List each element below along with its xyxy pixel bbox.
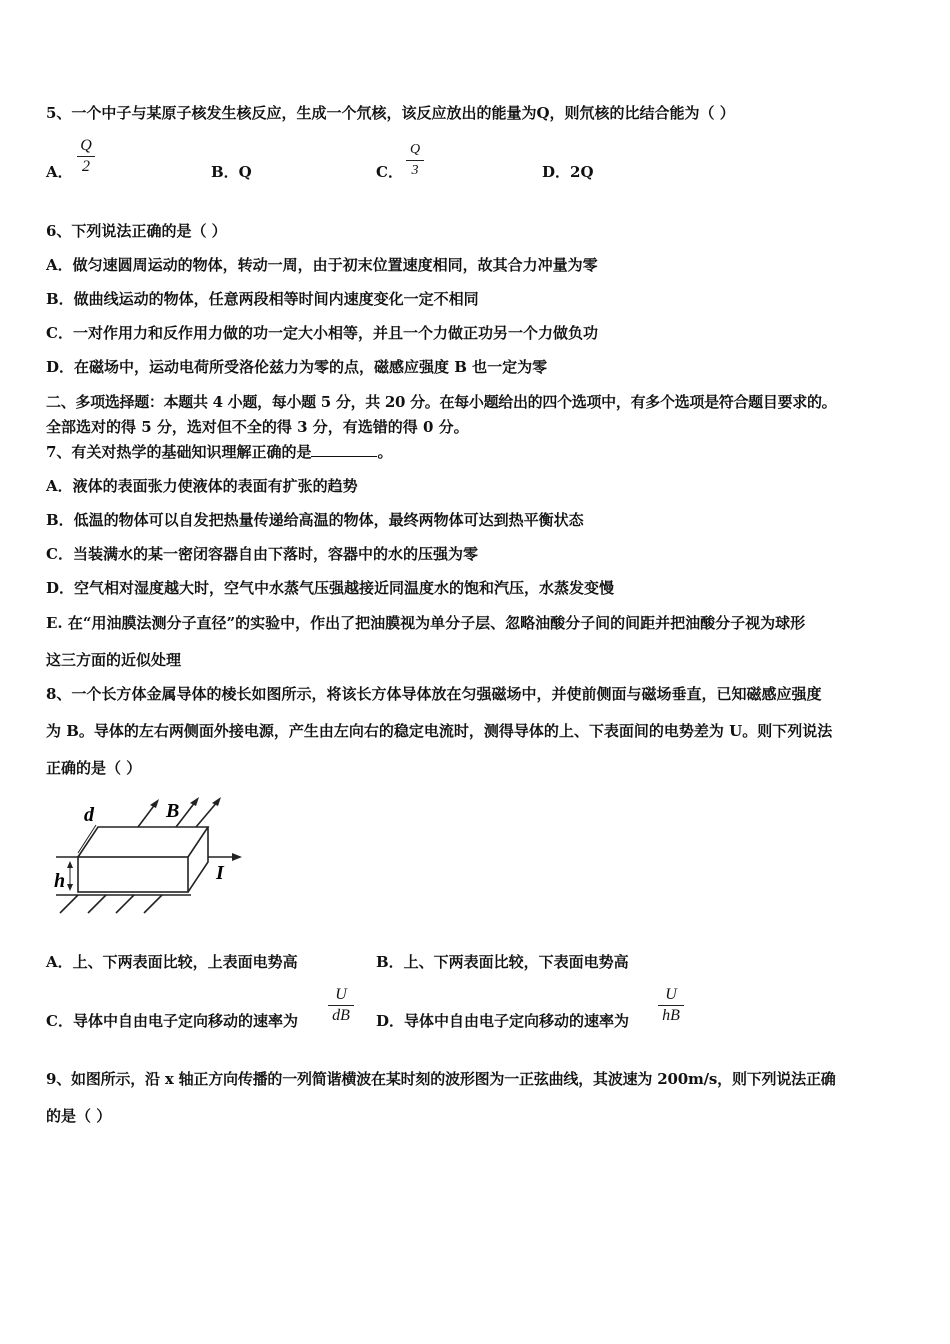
q5-option-c-numerator: Q	[409, 142, 421, 157]
q8-stem-line1: 8、一个长方体金属导体的棱长如图所示，将该长方体导体放在匀强磁场中，并使前侧面与磁场垂直，已知磁感应强度	[46, 685, 822, 703]
fig-label-d: d	[84, 804, 94, 826]
q6-option-b: B．做曲线运动的物体，任意两段相等时间内速度变化一定不相同	[46, 290, 479, 308]
q5-option-a-numerator: Q	[80, 137, 92, 154]
fig-label-b: B	[166, 800, 180, 822]
box-top-face	[78, 827, 208, 857]
b-field-line-3	[196, 801, 218, 827]
q5-stem: 5、一个中子与某原子核发生核反应，生成一个氘核，该反应放出的能量为Q，则氘核的比结合能为（ ）	[46, 104, 735, 122]
current-arrowhead	[232, 853, 242, 861]
q8-figure	[46, 795, 256, 920]
q6-option-d: D．在磁场中，运动电荷所受洛伦兹力为零的点，磁感应强度 B 也一定为零	[46, 358, 548, 376]
q9-stem-line2: 的是（ ）	[46, 1107, 112, 1125]
q8-option-a: A．上、下两表面比较，上表面电势高	[46, 953, 298, 971]
q7-option-c: C．当装满水的某一密闭容器自由下落时，容器中的水的压强为零	[46, 545, 478, 563]
b-arrowhead-1	[150, 799, 159, 808]
q7-blank	[311, 444, 377, 457]
q5-option-c-label: C．	[376, 163, 403, 181]
q5-option-a-denominator: 2	[82, 158, 90, 175]
fig-label-h: h	[54, 870, 66, 892]
q6-option-c: C．一对作用力和反作用力做的功一定大小相等，并且一个力做正功另一个力做负功	[46, 324, 598, 342]
q8-option-c-text: C．导体中自由电子定向移动的速率为	[46, 1012, 298, 1030]
q5-option-a-label: A．	[46, 163, 73, 181]
section2-line2: 全部选对的得 5 分，选对但不全的得 3 分，有选错的得 0 分。	[46, 418, 469, 436]
q5-option-d: D．2Q	[542, 163, 594, 181]
q7-stem-end: 。	[377, 443, 393, 461]
q8-option-c-denominator: dB	[332, 1007, 350, 1024]
q7-option-d: D．空气相对湿度越大时，空气中水蒸气压强越接近同温度水的饱和汽压，水蒸发变慢	[46, 579, 615, 597]
q8-option-c-fraction	[328, 986, 354, 1025]
q8-stem-line2: 为 B。导体的左右两侧面外接电源，产生由左向右的稳定电流时，测得导体的上、下表面间的电势差为 U。则下列说法	[46, 722, 833, 740]
box-right-face	[188, 827, 208, 892]
q5-option-a-fraction	[77, 137, 95, 176]
q6-stem: 6、下列说法正确的是（ ）	[46, 222, 227, 240]
q8-option-d-denominator: hB	[662, 1007, 680, 1024]
q5-option-c-denominator: 3	[411, 163, 419, 178]
section2-line1: 二、多项选择题：本题共 4 小题，每小题 5 分，共 20 分。在每小题给出的四个选项中，有多个选项是符合题目要求的。	[46, 393, 837, 411]
q7-option-e-line1: E. 在“用油膜法测分子直径”的实验中，作出了把油膜视为单分子层、忽略油酸分子间的间距并把油酸分子视为球形	[46, 614, 806, 632]
q8-option-c-numerator: U	[335, 986, 347, 1003]
q7-option-e-line2: 这三方面的近似处理	[46, 651, 182, 669]
q8-option-b: B．上、下两表面比较，下表面电势高	[376, 953, 629, 971]
q7-option-b: B．低温的物体可以自发把热量传递给高温的物体，最终两物体可达到热平衡状态	[46, 511, 584, 529]
q9-stem-line1: 9、如图所示，沿 x 轴正方向传播的一列简谐横波在某时刻的波形图为一正弦曲线，其波速为 200m/s，则下列说法正确	[46, 1070, 836, 1088]
fig-label-i: I	[216, 862, 224, 884]
q8-option-d-numerator: U	[665, 986, 677, 1003]
q7-stem-text: 7、有关对热学的基础知识理解正确的是	[46, 443, 312, 461]
q6-option-a: A．做匀速圆周运动的物体，转动一周，由于初末位置速度相同，故其合力冲量为零	[46, 256, 598, 274]
q7-option-a: A．液体的表面张力使液体的表面有扩张的趋势	[46, 477, 358, 495]
q7-stem	[46, 441, 392, 462]
q8-option-d-fraction	[658, 986, 684, 1025]
q8-option-d-text: D．导体中自由电子定向移动的速率为	[376, 1012, 630, 1030]
q8-stem-line3: 正确的是（ ）	[46, 759, 142, 777]
q5-option-c-fraction	[406, 141, 424, 180]
box-front-face	[78, 857, 188, 892]
q5-option-b: B．Q	[211, 163, 252, 181]
